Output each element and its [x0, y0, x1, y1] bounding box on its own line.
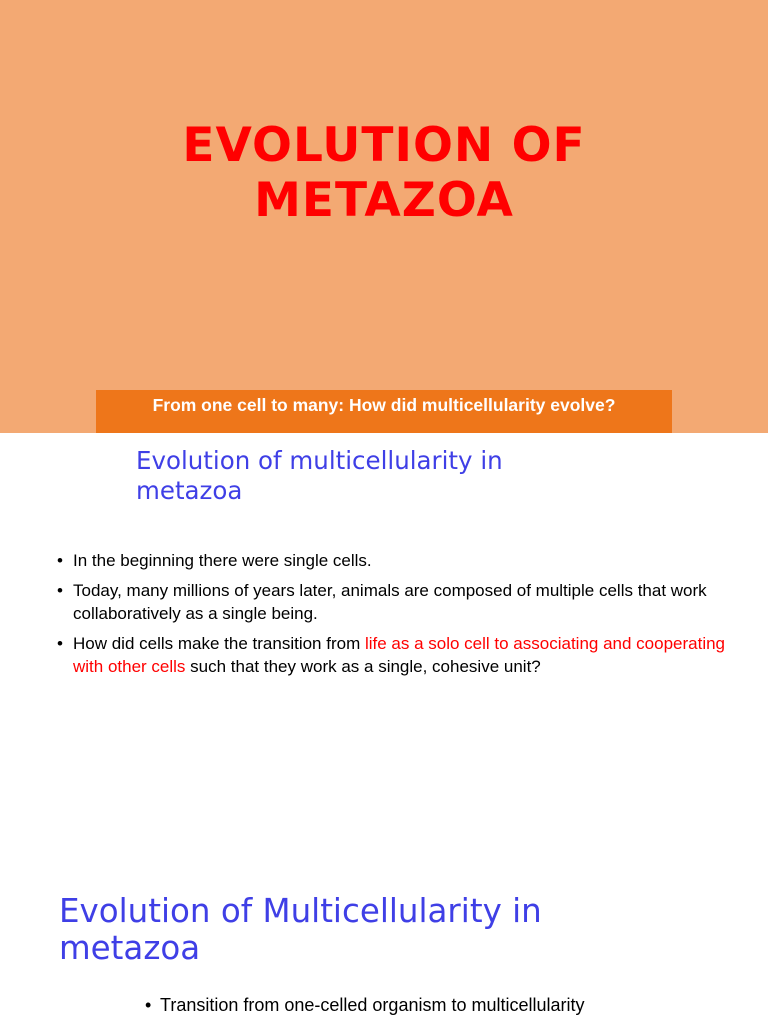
slide-heading: Evolution of multicellularity in metazoa: [136, 446, 503, 505]
bullet-list: [145, 994, 705, 1017]
subtitle-band: From one cell to many: How did multicellularity evolve?: [96, 390, 672, 433]
bullet-icon: •: [57, 634, 63, 653]
slide-title-line2: METAZOA: [254, 173, 514, 228]
list-item-text-after: such that they work as a single, cohesive unit?: [185, 657, 541, 676]
bullet-icon: •: [57, 581, 63, 600]
title-slide: [0, 0, 768, 433]
list-item: [145, 994, 705, 1017]
bullet-icon: •: [57, 551, 63, 570]
bullet-icon: •: [145, 995, 152, 1015]
list-item: [57, 579, 727, 625]
list-item-text: Today, many millions of years later, animals are composed of multiple cells that work collaboratively as a single being.: [73, 581, 707, 623]
list-item-text: In the beginning there were single cells.: [73, 551, 372, 570]
list-item-highlight: life as a solo cell to associating and cooperating with other cells: [73, 634, 726, 676]
slide-heading: Evolution of Multicellularity in metazoa: [59, 892, 542, 967]
slide-title: [0, 118, 768, 228]
content-slide-3: [0, 863, 768, 1024]
bullet-list: [57, 549, 727, 685]
slide-title-line1: EVOLUTION OF: [182, 118, 586, 173]
list-item-text: Transition from one-celled organism to multicellularity: [160, 995, 585, 1015]
content-slide-2: [0, 433, 768, 863]
list-item: [57, 549, 727, 572]
list-item: [57, 632, 727, 678]
list-item-text-before: How did cells make the transition from: [73, 634, 365, 653]
